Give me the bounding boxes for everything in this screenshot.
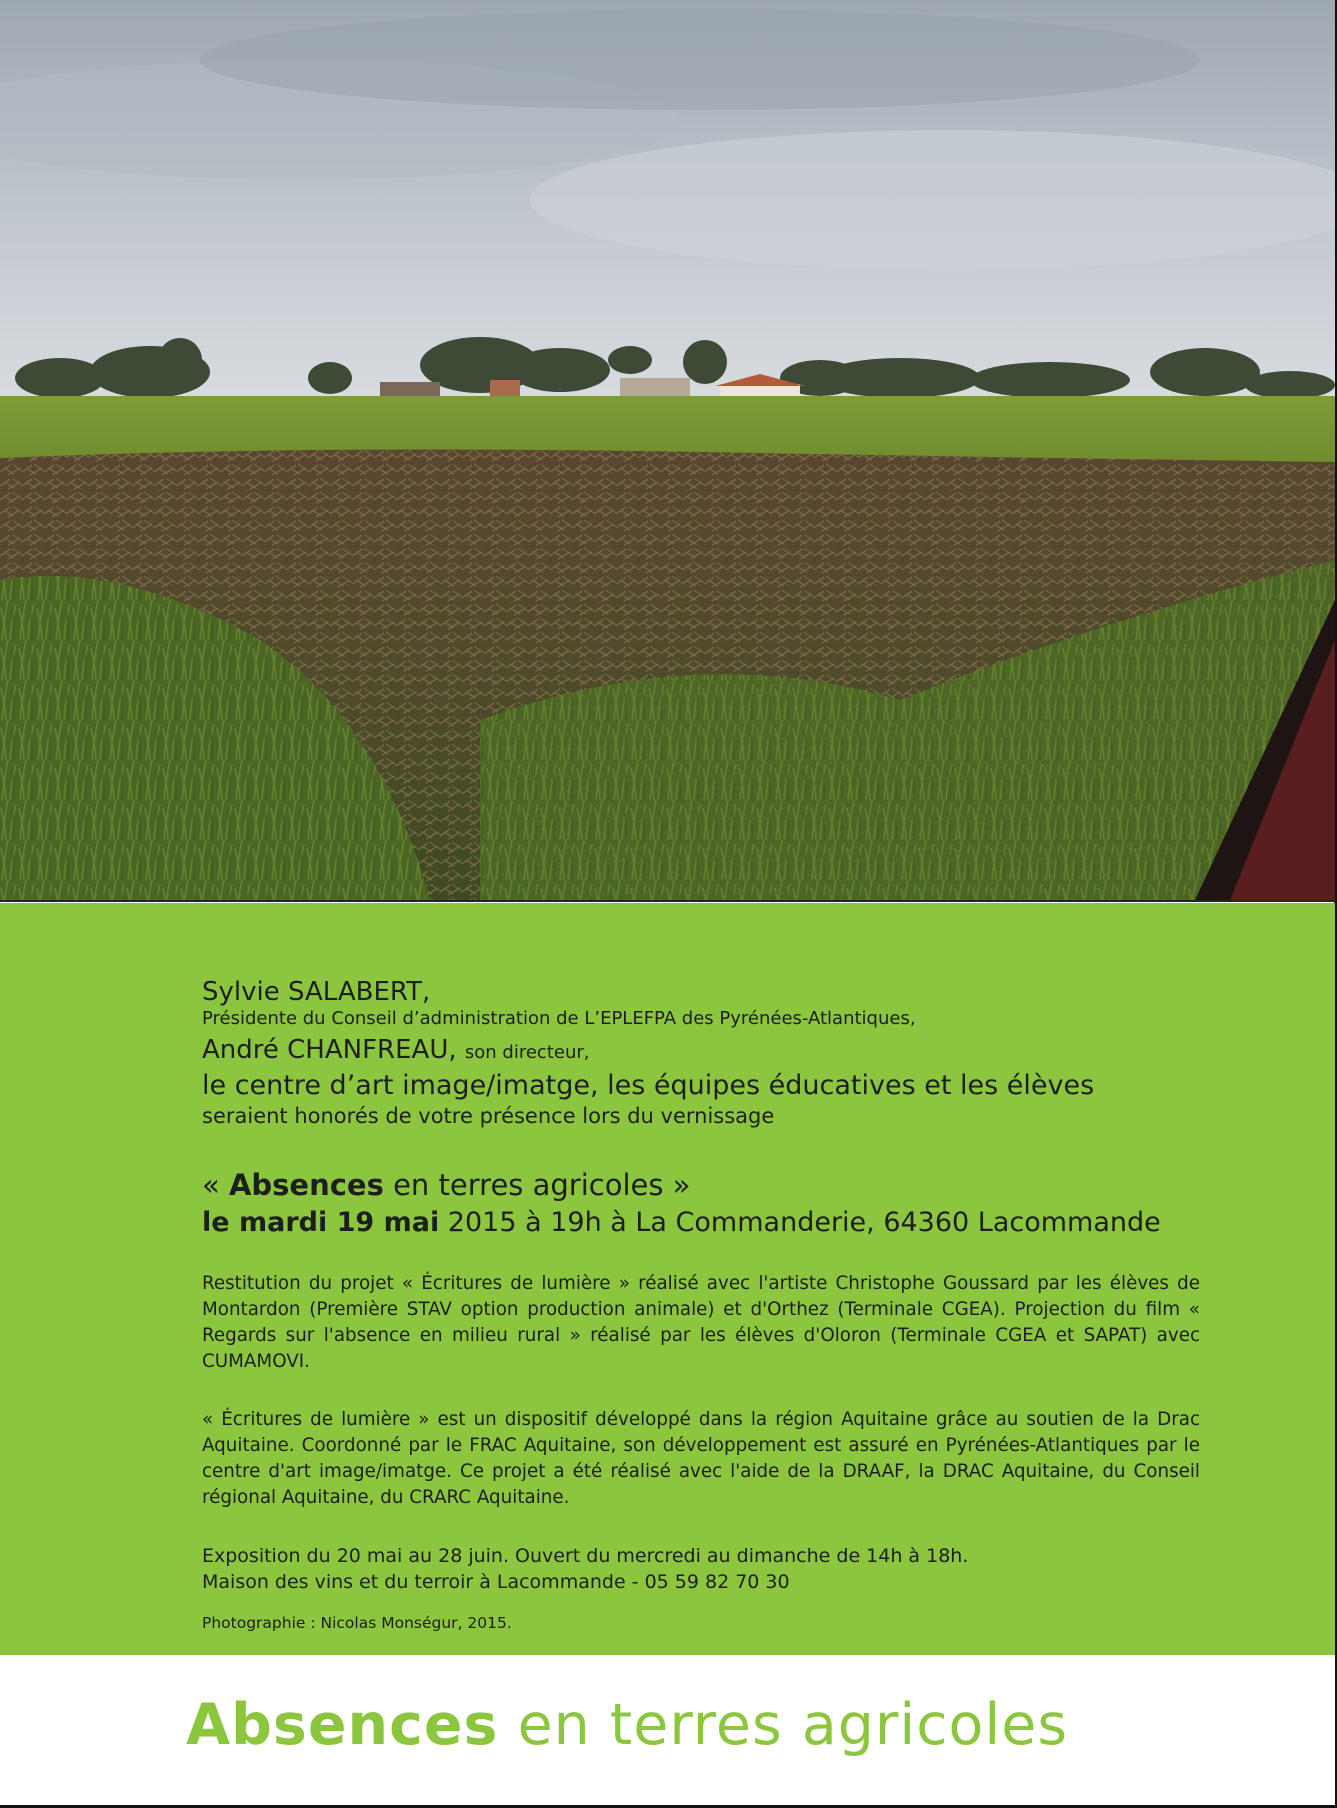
banner-title-bold: Absences — [186, 1692, 499, 1758]
banner-title-rest: en terres agricoles — [498, 1692, 1069, 1758]
paragraph-1-block — [202, 1271, 1200, 1375]
sub-line: seraient honorés de votre présence lors du vernissage — [202, 1104, 775, 1128]
host2-name: André CHANFREAU, — [202, 1035, 457, 1065]
venue-contact: Maison des vins et du terroir à Lacommande - 05 59 82 70 30 — [202, 1571, 790, 1593]
title-bold: Absences — [228, 1168, 384, 1202]
event-title — [202, 1166, 1200, 1204]
landscape-photo — [0, 0, 1335, 902]
paragraph-1: Restitution du projet « Écritures de lumière » réalisé avec l'artiste Christophe Goussard par les élèves de Montardon (Première STAV option production animale) et d'Orthez (Terminale CGEA). Projection du film « Regards sur l'absence en milieu rural » réalisé par les élèves d'Oloron (Terminale CGEA et SAPAT) avec CUMAMOVI. — [202, 1273, 1200, 1372]
event-block — [202, 1166, 1200, 1242]
bottom-banner — [0, 1655, 1335, 1805]
date-rest: 2015 à 19h à La Commanderie, 64360 Lacommande — [439, 1207, 1161, 1238]
event-date — [202, 1204, 1200, 1242]
exhibition-dates: Exposition du 20 mai au 28 juin. Ouvert du mercredi au dimanche de 14h à 18h. — [202, 1545, 969, 1567]
host1-role: Présidente du Conseil d’administration de L’EPLEFPA des Pyrénées-Atlantiques, — [202, 1008, 916, 1029]
host2-role: son directeur, — [464, 1042, 590, 1063]
photo-credit: Photographie : Nicolas Monségur, 2015. — [202, 1614, 512, 1632]
landscape-image — [0, 0, 1335, 900]
host2-line — [202, 1034, 1200, 1069]
paragraph-2-block — [202, 1407, 1200, 1511]
credit-block — [202, 1613, 1200, 1633]
paragraph-2: « Écritures de lumière » est un dispositif développé dans la région Aquitaine grâce au soutien de la Drac Aquitaine. Coordonné par le FRAC Aquitaine, son développement est assuré en Pyrénées-Atlantiques par le centre d'art image/imatge. Ce projet a été réalisé avec l'aide de la DRAAF, la DRAC Aquitaine, du Conseil régional Aquitaine, du CRARC Aquitaine. — [202, 1409, 1200, 1508]
title-rest: en terres agricoles » — [383, 1168, 691, 1202]
hosts-block — [202, 976, 1200, 1129]
host1-name: Sylvie SALABERT, — [202, 977, 431, 1007]
date-bold: le mardi 19 mai — [202, 1207, 440, 1238]
invitation-panel — [0, 903, 1335, 1655]
banner-title — [186, 1690, 1068, 1760]
info-block — [202, 1543, 1200, 1595]
title-open: « — [202, 1168, 229, 1202]
lead-line: le centre d’art image/imatge, les équipes éducatives et les élèves — [202, 1070, 1095, 1101]
